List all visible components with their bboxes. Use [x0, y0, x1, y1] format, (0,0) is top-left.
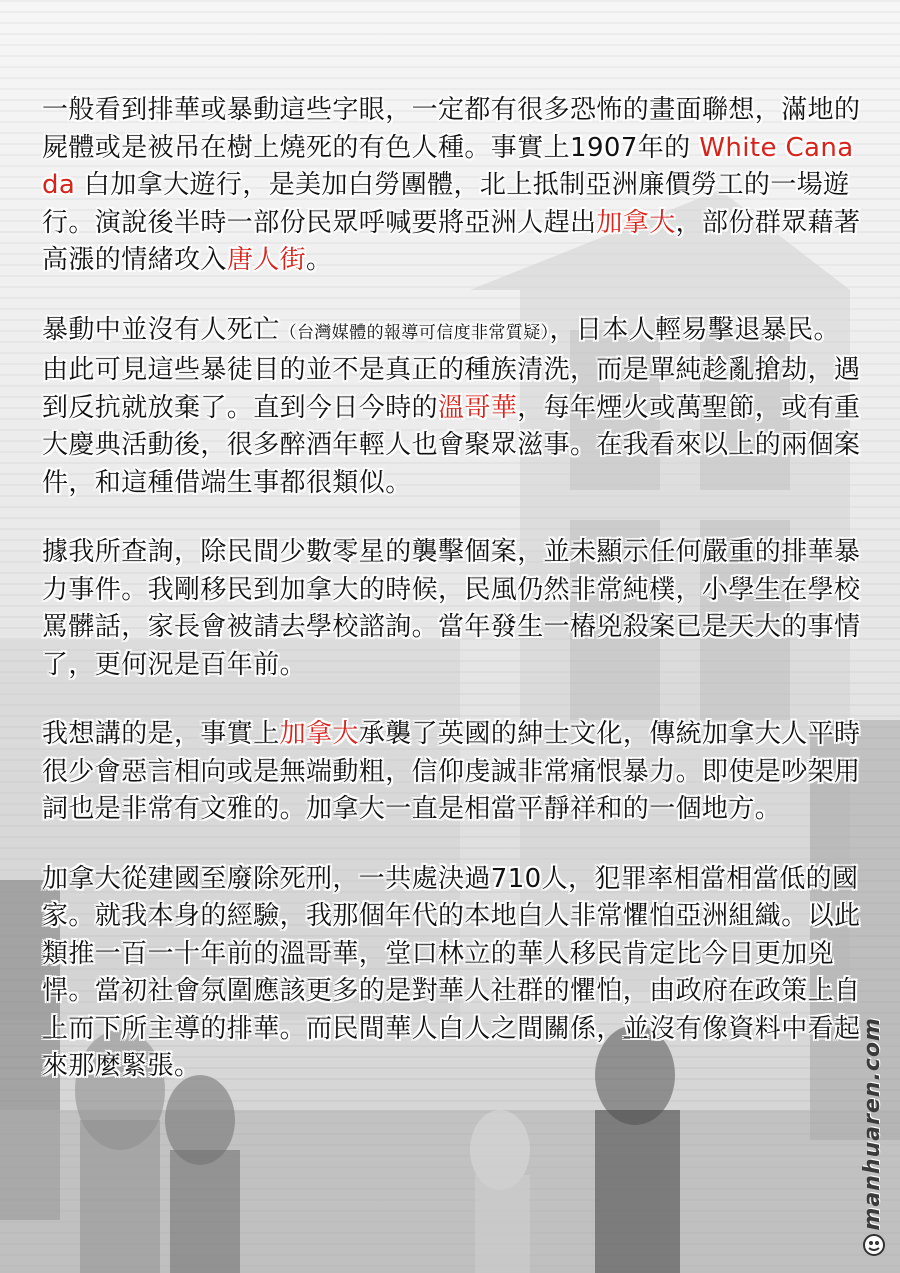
- para1-text-3: ，部份群眾藉著高漲的情緒攻入: [42, 207, 861, 275]
- para2-text-1: 暴動中並沒有人死亡: [42, 314, 280, 345]
- para1-highlight-chinatown: 唐人街: [226, 245, 307, 275]
- site-watermark: [860, 1017, 890, 1257]
- para1-highlight-white-canada: White Canada: [42, 132, 854, 200]
- para1-text-1: 一般看到排華或暴動這些字眼，一定都有很多恐怖的畫面聯想，滿地的屍體或是被吊在樹上燒死的有色人種。事實上1907年的: [42, 95, 861, 163]
- para2-text-2: ，日本人輕易擊退暴民。由此可見這些暴徒目的並不是真正的種族清洗，而是單純趁亂搶劫，遇到反抗就放棄了。直到今日今時的: [42, 314, 861, 423]
- watermark-logo-icon: [862, 1233, 886, 1257]
- paragraph-3: [42, 534, 862, 684]
- para1-text-4: 。: [306, 245, 333, 275]
- para1-highlight-canada: 加拿大: [596, 207, 676, 238]
- para5-text-1: 加拿大從建國至廢除死刑，一共處決過710人，犯罪率相當相當低的國家。就我本身的經驗，我那個年代的本地白人非常懼怕亞洲組織。以此類推一百一十年前的溫哥華，堂口林立的華人移民肯定比今日更加兇悍。當初社會氛圍應該更多的是對華人社群的懼怕，由政府在政策上自上而下所主導的排華。而民間華人白人之間關係，並沒有像資料中看起來那麼緊張。: [42, 863, 861, 1081]
- paragraph-5: [42, 861, 862, 1086]
- paragraph-4: [42, 716, 862, 829]
- para4-text-1: 我想講的是，事實上: [42, 719, 280, 749]
- para2-text-3: ，每年煙火或萬聖節，或有重大慶典活動後，很多醉酒年輕人也會聚眾滋事。在我看來以上的兩個案件，和這種借端生事都很類似。: [42, 392, 861, 498]
- para2-highlight-vancouver: 溫哥華: [438, 392, 518, 423]
- para2-note: （台灣媒體的報導可信度非常質疑）: [279, 322, 550, 343]
- article-text: [42, 92, 862, 1118]
- para1-text-2: 白加拿大遊行，是美加白勞團體，北上抵制亞洲廉價勞工的一場遊行。演說後半時一部份民眾呼喊要將亞洲人趕出: [42, 170, 850, 238]
- para4-text-2: 承襲了英國的紳士文化，傳統加拿大人平時很少會惡言相向或是無端動粗，信仰虔誠非常痛恨暴力。即使是吵架用詞也是非常有文雅的。加拿大一直是相當平靜祥和的一個地方。: [42, 719, 861, 824]
- paragraph-1: [42, 92, 862, 280]
- watermark-text: manhuaren.com: [860, 1017, 885, 1231]
- para4-highlight-canada: 加拿大: [279, 719, 359, 749]
- paragraph-2: [42, 312, 862, 503]
- para3-text-1: 據我所查詢，除民間少數零星的襲擊個案，並未顯示任何嚴重的排華暴力事件。我剛移民到加拿大的時候，民風仍然非常純樸，小學生在學校罵髒話，家長會被請去學校諮詢。當年發生一樁兇殺案已是天大的事情了，更何況是百年前。: [42, 537, 861, 680]
